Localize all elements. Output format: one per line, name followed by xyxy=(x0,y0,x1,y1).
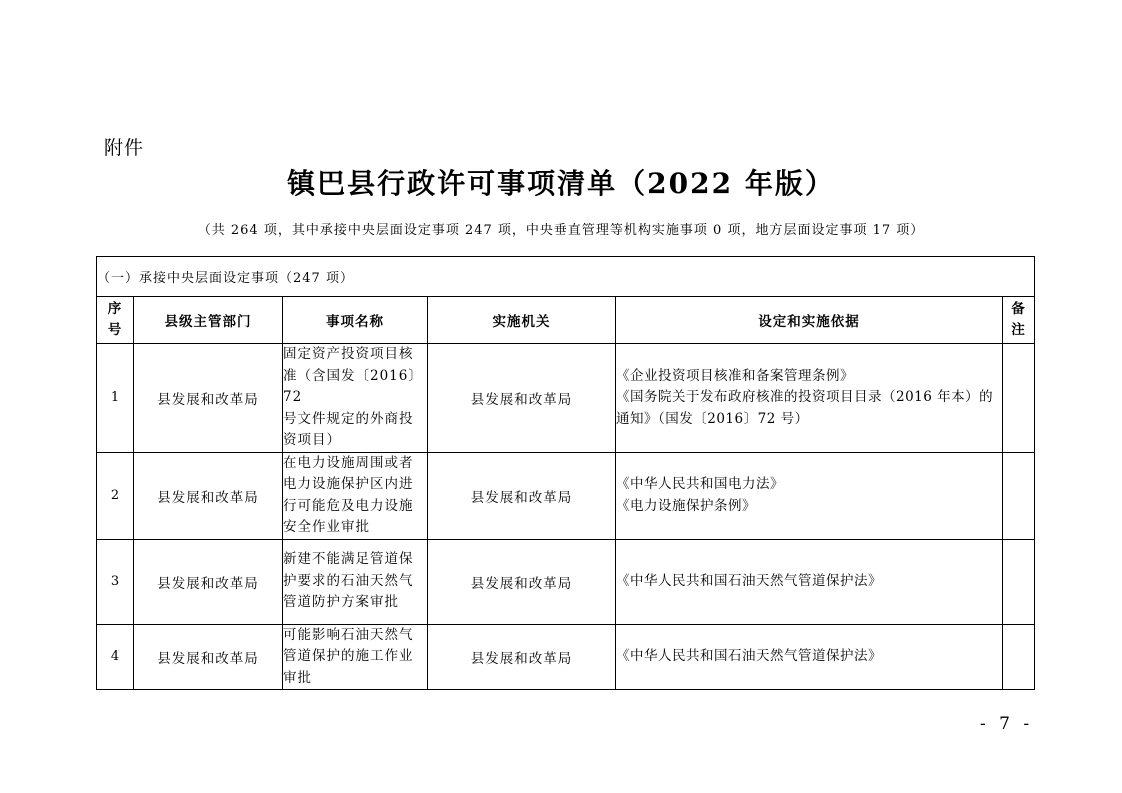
item-name-line: 新建不能满足管道保 xyxy=(283,551,414,568)
row-basis xyxy=(616,452,1003,539)
table-row xyxy=(97,539,1035,624)
basis-line: 《企业投资项目核准和备案管理条例》 xyxy=(616,367,854,384)
table-row xyxy=(97,452,1035,539)
row-agency: 县发展和改革局 xyxy=(428,539,616,624)
row-remark xyxy=(1003,539,1035,624)
row-remark xyxy=(1003,344,1035,453)
row-item-name xyxy=(283,539,428,624)
row-basis xyxy=(616,344,1003,453)
row-item-name xyxy=(283,452,428,539)
row-remark xyxy=(1003,624,1035,690)
row-remark xyxy=(1003,452,1035,539)
row-basis xyxy=(616,539,1003,624)
item-name-line: 号文件规定的外商投 xyxy=(283,410,414,427)
row-seq: 4 xyxy=(97,624,134,690)
table-row xyxy=(97,624,1035,690)
item-name-line: 护要求的石油天然气 xyxy=(283,572,414,589)
column-header-remark-line1: 备 xyxy=(1011,301,1026,317)
item-name-line: 准（含国发〔2016〕72 xyxy=(283,367,423,405)
basis-line: 《中华人民共和国石油天然气管道保护法》 xyxy=(616,648,882,664)
column-header-agency: 实施机关 xyxy=(428,297,616,344)
basis-line: 《国务院关于发布政府核准的投资项目目录（2016 年本）的 xyxy=(616,389,994,405)
item-name-line: 固定资产投资项目核 xyxy=(283,346,414,362)
row-agency: 县发展和改革局 xyxy=(428,344,616,453)
row-basis xyxy=(616,624,1003,690)
row-seq: 3 xyxy=(97,539,134,624)
row-department: 县发展和改革局 xyxy=(134,539,283,624)
row-item-name xyxy=(283,344,428,453)
item-name-line: 管道防护方案审批 xyxy=(283,594,399,611)
item-name-line: 资项目） xyxy=(283,432,341,448)
attachment-label: 附件 xyxy=(104,137,145,159)
row-department: 县发展和改革局 xyxy=(134,344,283,453)
item-name-line: 审批 xyxy=(283,669,312,686)
basis-line: 《中华人民共和国石油天然气管道保护法》 xyxy=(616,572,882,589)
column-header-department: 县级主管部门 xyxy=(134,297,283,344)
row-agency: 县发展和改革局 xyxy=(428,452,616,539)
row-department: 县发展和改革局 xyxy=(134,452,283,539)
basis-line: 《电力设施保护条例》 xyxy=(616,497,756,514)
item-name-line: 电力设施保护区内进 xyxy=(283,476,414,492)
column-header-seq-line2: 号 xyxy=(107,322,123,338)
column-header-seq xyxy=(97,297,134,344)
permit-items-table xyxy=(96,256,1035,690)
document-subtitle: （共 264 项，其中承接中央层面设定事项 247 项，中央垂直管理等机构实施事项 0 项，地方层面设定事项 17 项） xyxy=(197,223,925,238)
column-header-item-name: 事项名称 xyxy=(283,297,428,344)
item-name-line: 在电力设施周围或者 xyxy=(283,454,414,471)
column-header-basis: 设定和实施依据 xyxy=(616,297,1003,344)
item-name-line: 行可能危及电力设施 xyxy=(283,497,414,514)
item-name-line: 管道保护的施工作业 xyxy=(283,648,414,664)
row-seq: 1 xyxy=(97,344,134,453)
basis-line: 通知》（国发〔2016〕72 号） xyxy=(616,410,809,427)
column-header-remark xyxy=(1003,297,1035,344)
table-header-row xyxy=(97,297,1035,344)
basis-line: 《中华人民共和国电力法》 xyxy=(616,476,784,492)
row-department: 县发展和改革局 xyxy=(134,624,283,690)
row-item-name xyxy=(283,624,428,690)
section-heading: （一）承接中央层面设定事项（247 项） xyxy=(97,257,1035,297)
table-row xyxy=(97,344,1035,453)
column-header-seq-line1: 序 xyxy=(107,301,123,317)
row-seq: 2 xyxy=(97,452,134,539)
document-title: 镇巴县行政许可事项清单（2022 年版） xyxy=(287,167,835,200)
row-agency: 县发展和改革局 xyxy=(428,624,616,690)
column-header-remark-line2: 注 xyxy=(1011,322,1026,338)
page-number: - 7 - xyxy=(980,714,1034,734)
item-name-line: 安全作业审批 xyxy=(283,519,370,535)
item-name-line: 可能影响石油天然气 xyxy=(283,626,414,643)
section-heading-row xyxy=(97,257,1035,297)
